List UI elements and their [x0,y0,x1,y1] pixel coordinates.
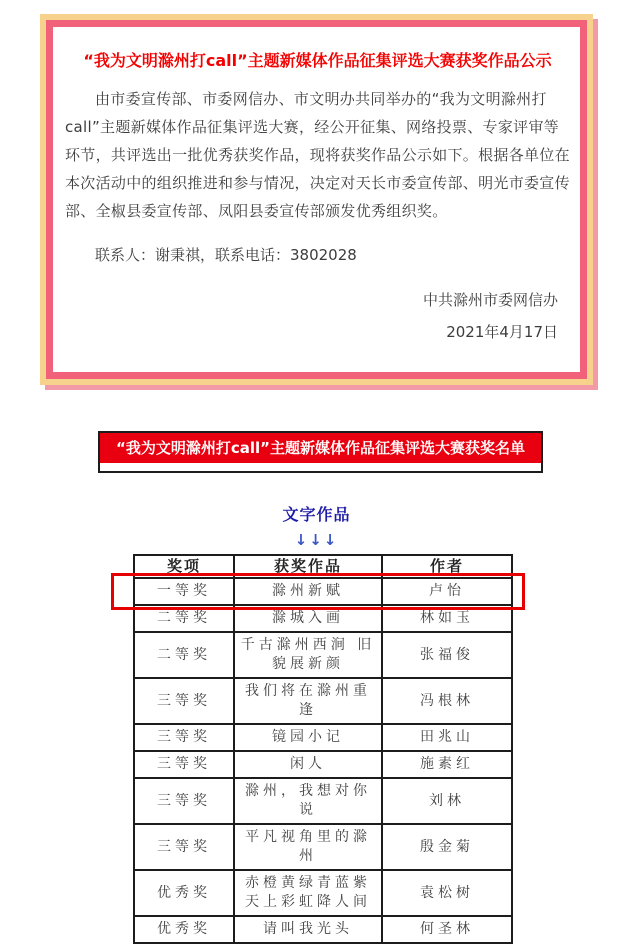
award-cell: 二等奖 [134,605,234,632]
author-cell: 田兆山 [382,724,512,751]
work-cell: 闲人 [234,751,382,778]
award-cell: 优秀奖 [134,916,234,943]
banner-title: “我为文明滁州打call”主题新媒体作品征集评选大赛获奖名单 [100,433,541,463]
down-arrows-icon: ↓↓↓ [294,531,339,549]
award-cell: 三等奖 [134,824,234,870]
table-row [134,632,512,678]
table-row-highlighted [134,578,512,605]
work-cell: 请叫我光头 [234,916,382,943]
table-row [134,778,512,824]
banner-bottom-strip [100,463,541,471]
work-cell: 滁城入画 [234,605,382,632]
col-header-author: 作者 [382,555,512,578]
table-row [134,916,512,943]
work-cell: 千古滁州西涧 旧貌展新颜 [234,632,382,678]
award-cell: 优秀奖 [134,870,234,916]
author-cell: 刘林 [382,778,512,824]
work-cell: 平凡视角里的滁州 [234,824,382,870]
work-cell: 镜园小记 [234,724,382,751]
author-cell: 卢怡 [382,578,512,605]
signer-name: 中共滁州市委网信办 [422,291,558,309]
notice-box [40,14,593,385]
author-cell: 殷金菊 [382,824,512,870]
notice-box-inner [46,20,587,379]
table-row [134,751,512,778]
award-cell: 三等奖 [134,724,234,751]
author-cell: 张福俊 [382,632,512,678]
work-cell: 赤橙黄绿青蓝紫 天上彩虹降人间 [234,870,382,916]
award-cell: 二等奖 [134,632,234,678]
author-cell: 何圣林 [382,916,512,943]
table-row [134,724,512,751]
work-cell: 滁州，我想对你说 [234,778,382,824]
awards-table [133,554,513,944]
author-cell: 施素红 [382,751,512,778]
section-title-text-works: 文字作品 [282,505,351,524]
author-cell: 冯根林 [382,678,512,724]
author-cell: 袁松树 [382,870,512,916]
award-cell: 三等奖 [134,751,234,778]
work-cell: 滁州新赋 [234,578,382,605]
author-cell: 林如玉 [382,605,512,632]
notice-body-paragraph: 由市委宣传部、市委网信办、市文明办共同举办的“我为文明滁州打call”主题新媒体作品征集评选大赛，经公开征集、网络投票、专家评审等环节，共评选出一批优秀获奖作品，现将获奖作品公示如下。根据各单位在本次活动中的组织推进和参与情况，决定对天长市委宣传部、明光市委宣传部、全椒县委宣传部、凤阳县委宣传部颁发优秀组织奖。 [65,90,570,220]
signature-block [65,284,558,348]
award-list-banner [98,431,543,473]
award-cell: 三等奖 [134,778,234,824]
table-row [134,870,512,916]
contact-line: 联系人：谢秉祺，联系电话：3802028 [95,246,357,264]
col-header-work: 获奖作品 [234,555,382,578]
table-row [134,824,512,870]
award-cell: 三等奖 [134,678,234,724]
table-header-row [134,555,512,578]
work-cell: 我们将在滁州重逢 [234,678,382,724]
notice-title: “我为文明滁州打call”主题新媒体作品征集评选大赛获奖作品公示 [83,51,552,70]
table-row [134,605,512,632]
signature-date: 2021年4月17日 [446,323,558,341]
awards-table-container [133,554,511,944]
col-header-award: 奖项 [134,555,234,578]
table-row [134,678,512,724]
award-cell: 一等奖 [134,578,234,605]
article-page [0,14,633,944]
